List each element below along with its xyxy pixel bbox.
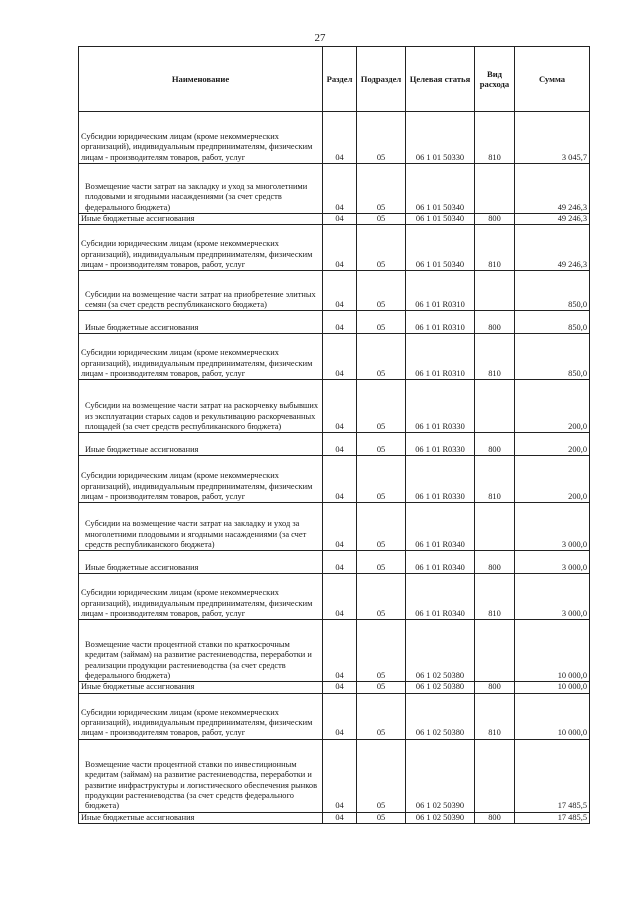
row-name: Иные бюджетные ассигнования bbox=[79, 551, 323, 574]
row-amount: 850,0 bbox=[515, 311, 590, 334]
row-target: 06 1 02 50380 bbox=[406, 620, 475, 682]
header-subsection: Подраздел bbox=[357, 47, 406, 112]
row-target: 06 1 02 50380 bbox=[406, 693, 475, 739]
table-row bbox=[79, 620, 590, 682]
row-name: Иные бюджетные ассигнования bbox=[79, 812, 323, 823]
row-expense-type: 810 bbox=[475, 334, 515, 380]
row-amount: 17 485,5 bbox=[515, 812, 590, 823]
row-target: 06 1 01 R0310 bbox=[406, 271, 475, 311]
row-subsection: 05 bbox=[357, 682, 406, 693]
row-section: 04 bbox=[323, 271, 357, 311]
row-expense-type: 810 bbox=[475, 574, 515, 620]
row-expense-type: 800 bbox=[475, 311, 515, 334]
table-row bbox=[79, 112, 590, 164]
table-row bbox=[79, 693, 590, 739]
table-row bbox=[79, 214, 590, 225]
row-expense-type bbox=[475, 380, 515, 433]
row-target: 06 1 01 R0340 bbox=[406, 551, 475, 574]
table-body bbox=[79, 112, 590, 824]
row-name: Субсидии на возмещение части затрат на раскорчевку выбывших из эксплуатации старых садов и рекультивацию раскорчеванных площадей (за счет средств республиканского бюджета) bbox=[79, 380, 323, 433]
table-row bbox=[79, 380, 590, 433]
row-section: 04 bbox=[323, 164, 357, 214]
table-row bbox=[79, 682, 590, 693]
row-expense-type bbox=[475, 739, 515, 812]
row-subsection: 05 bbox=[357, 456, 406, 503]
row-subsection: 05 bbox=[357, 271, 406, 311]
row-amount: 200,0 bbox=[515, 433, 590, 456]
row-target: 06 1 02 50390 bbox=[406, 812, 475, 823]
row-name: Субсидии юридическим лицам (кроме некоммерческих организаций), индивидуальным предпринимателям, физическим лицам - производителям товаров, работ, услуг bbox=[79, 225, 323, 271]
row-subsection: 05 bbox=[357, 112, 406, 164]
row-subsection: 05 bbox=[357, 693, 406, 739]
row-expense-type bbox=[475, 271, 515, 311]
row-expense-type: 810 bbox=[475, 693, 515, 739]
row-subsection: 05 bbox=[357, 164, 406, 214]
row-subsection: 05 bbox=[357, 334, 406, 380]
row-target: 06 1 01 R0330 bbox=[406, 456, 475, 503]
row-target: 06 1 01 R0340 bbox=[406, 574, 475, 620]
header-section: Раздел bbox=[323, 47, 357, 112]
row-expense-type bbox=[475, 503, 515, 551]
row-amount: 10 000,0 bbox=[515, 620, 590, 682]
row-expense-type: 800 bbox=[475, 812, 515, 823]
table-row bbox=[79, 456, 590, 503]
row-subsection: 05 bbox=[357, 739, 406, 812]
row-expense-type bbox=[475, 620, 515, 682]
row-name: Субсидии юридическим лицам (кроме некоммерческих организаций), индивидуальным предпринимателям, физическим лицам - производителям товаров, работ, услуг bbox=[79, 456, 323, 503]
row-subsection: 05 bbox=[357, 551, 406, 574]
row-name: Возмещение части процентной ставки по краткосрочным кредитам (займам) на развитие растениеводства, переработки и реализации продукции растениеводства (за счет средств федерального бюджета) bbox=[79, 620, 323, 682]
row-expense-type: 810 bbox=[475, 112, 515, 164]
row-name: Иные бюджетные ассигнования bbox=[79, 214, 323, 225]
row-section: 04 bbox=[323, 433, 357, 456]
row-target: 06 1 01 R0330 bbox=[406, 433, 475, 456]
row-subsection: 05 bbox=[357, 311, 406, 334]
row-amount: 3 000,0 bbox=[515, 551, 590, 574]
table-row bbox=[79, 334, 590, 380]
table-row bbox=[79, 503, 590, 551]
row-section: 04 bbox=[323, 380, 357, 433]
row-amount: 10 000,0 bbox=[515, 693, 590, 739]
row-section: 04 bbox=[323, 574, 357, 620]
row-expense-type bbox=[475, 164, 515, 214]
row-amount: 49 246,3 bbox=[515, 214, 590, 225]
table-row bbox=[79, 433, 590, 456]
header-amount: Сумма bbox=[515, 47, 590, 112]
row-amount: 49 246,3 bbox=[515, 225, 590, 271]
row-subsection: 05 bbox=[357, 812, 406, 823]
row-target: 06 1 01 R0310 bbox=[406, 311, 475, 334]
row-target: 06 1 01 R0310 bbox=[406, 334, 475, 380]
row-subsection: 05 bbox=[357, 433, 406, 456]
row-section: 04 bbox=[323, 693, 357, 739]
row-name: Субсидии на возмещение части затрат на приобретение элитных семян (за счет средств республиканского бюджета) bbox=[79, 271, 323, 311]
row-target: 06 1 01 R0330 bbox=[406, 380, 475, 433]
header-target: Целевая статья bbox=[406, 47, 475, 112]
row-section: 04 bbox=[323, 551, 357, 574]
row-amount: 10 000,0 bbox=[515, 682, 590, 693]
row-section: 04 bbox=[323, 225, 357, 271]
row-amount: 200,0 bbox=[515, 380, 590, 433]
row-section: 04 bbox=[323, 112, 357, 164]
row-target: 06 1 01 R0340 bbox=[406, 503, 475, 551]
row-target: 06 1 01 50340 bbox=[406, 164, 475, 214]
row-name: Иные бюджетные ассигнования bbox=[79, 433, 323, 456]
row-name: Возмещение части затрат на закладку и уход за многолетними плодовыми и ягодными насаждениями (за счет средств федерального бюджета) bbox=[79, 164, 323, 214]
table-row bbox=[79, 271, 590, 311]
page-number: 27 bbox=[314, 32, 326, 44]
row-section: 04 bbox=[323, 214, 357, 225]
budget-table bbox=[78, 46, 590, 824]
row-subsection: 05 bbox=[357, 503, 406, 551]
row-expense-type: 800 bbox=[475, 214, 515, 225]
row-target: 06 1 01 50330 bbox=[406, 112, 475, 164]
row-name: Возмещение части процентной ставки по инвестиционным кредитам (займам) на развитие растениеводства, переработки и развитие инфраструктуры и логистического обеспечения рынков продукции растениеводства (за счет средств федерального бюджета) bbox=[79, 739, 323, 812]
row-amount: 200,0 bbox=[515, 456, 590, 503]
row-expense-type: 800 bbox=[475, 551, 515, 574]
row-expense-type: 810 bbox=[475, 456, 515, 503]
row-subsection: 05 bbox=[357, 380, 406, 433]
row-subsection: 05 bbox=[357, 225, 406, 271]
row-name: Иные бюджетные ассигнования bbox=[79, 311, 323, 334]
row-expense-type: 800 bbox=[475, 682, 515, 693]
table-row bbox=[79, 164, 590, 214]
row-amount: 3 000,0 bbox=[515, 503, 590, 551]
row-section: 04 bbox=[323, 682, 357, 693]
row-amount: 850,0 bbox=[515, 271, 590, 311]
row-section: 04 bbox=[323, 311, 357, 334]
row-name: Субсидии юридическим лицам (кроме некоммерческих организаций), индивидуальным предпринимателям, физическим лицам - производителям товаров, работ, услуг bbox=[79, 334, 323, 380]
table-row bbox=[79, 739, 590, 812]
row-section: 04 bbox=[323, 334, 357, 380]
row-section: 04 bbox=[323, 456, 357, 503]
row-section: 04 bbox=[323, 739, 357, 812]
row-name: Субсидии на возмещение части затрат на закладку и уход за многолетними плодовыми и ягодными насаждениями (за счет средств республиканского бюджета) bbox=[79, 503, 323, 551]
row-name: Субсидии юридическим лицам (кроме некоммерческих организаций), индивидуальным предпринимателям, физическим лицам - производителям товаров, работ, услуг bbox=[79, 112, 323, 164]
row-target: 06 1 02 50380 bbox=[406, 682, 475, 693]
row-amount: 17 485,5 bbox=[515, 739, 590, 812]
table-row bbox=[79, 225, 590, 271]
row-amount: 49 246,3 bbox=[515, 164, 590, 214]
table-row bbox=[79, 574, 590, 620]
row-subsection: 05 bbox=[357, 620, 406, 682]
row-target: 06 1 01 50340 bbox=[406, 214, 475, 225]
row-expense-type: 800 bbox=[475, 433, 515, 456]
row-expense-type: 810 bbox=[475, 225, 515, 271]
row-amount: 850,0 bbox=[515, 334, 590, 380]
row-amount: 3 000,0 bbox=[515, 574, 590, 620]
row-amount: 3 045,7 bbox=[515, 112, 590, 164]
table-row bbox=[79, 311, 590, 334]
row-section: 04 bbox=[323, 620, 357, 682]
row-section: 04 bbox=[323, 812, 357, 823]
row-target: 06 1 01 50340 bbox=[406, 225, 475, 271]
header-expense-type: Вид расхода bbox=[475, 47, 515, 112]
table-row bbox=[79, 812, 590, 823]
row-name: Субсидии юридическим лицам (кроме некоммерческих организаций), индивидуальным предпринимателям, физическим лицам - производителям товаров, работ, услуг bbox=[79, 574, 323, 620]
table-row bbox=[79, 551, 590, 574]
row-name: Субсидии юридическим лицам (кроме некоммерческих организаций), индивидуальным предпринимателям, физическим лицам - производителям товаров, работ, услуг bbox=[79, 693, 323, 739]
row-subsection: 05 bbox=[357, 574, 406, 620]
row-target: 06 1 02 50390 bbox=[406, 739, 475, 812]
row-section: 04 bbox=[323, 503, 357, 551]
table-header-row bbox=[79, 47, 590, 112]
row-name: Иные бюджетные ассигнования bbox=[79, 682, 323, 693]
row-subsection: 05 bbox=[357, 214, 406, 225]
header-name: Наименование bbox=[79, 47, 323, 112]
